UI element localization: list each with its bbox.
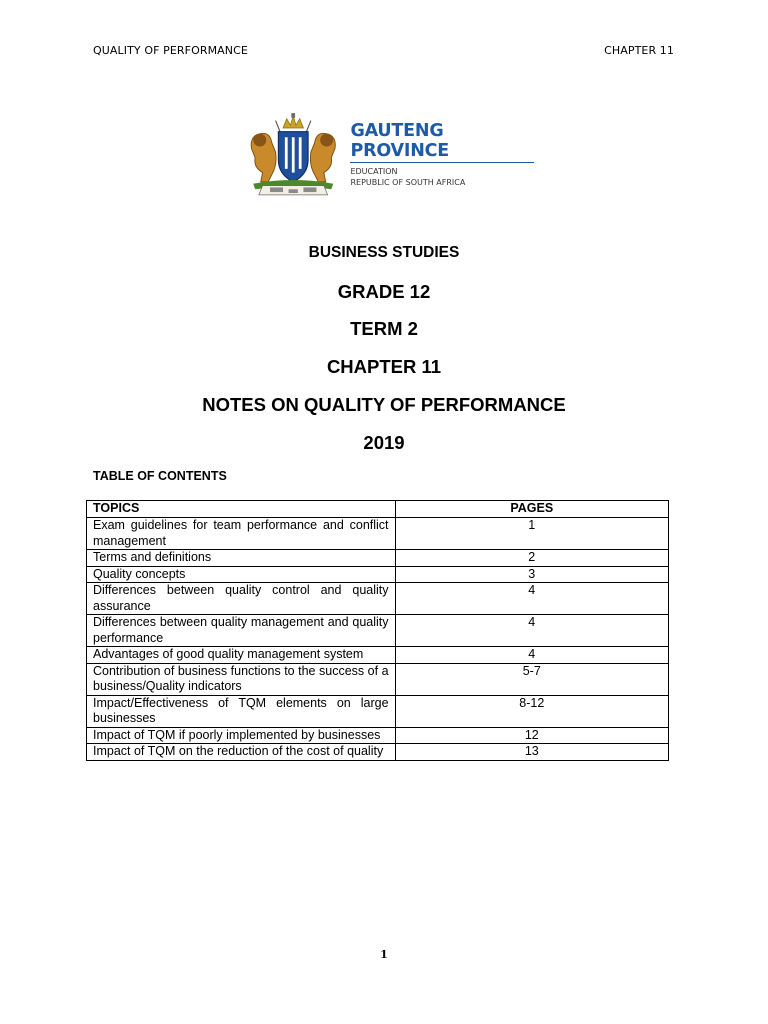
table-row — [87, 615, 669, 647]
table-row — [87, 744, 669, 761]
logo-subtitle-education: EDUCATION — [350, 166, 398, 176]
toc-topic: Impact of TQM on the reduction of the cost of quality — [87, 744, 396, 761]
toc-topic: Differences between quality control and quality assurance — [87, 583, 396, 615]
toc-pages: 2 — [395, 550, 668, 567]
toc-pages: 3 — [395, 566, 668, 583]
notes-title: NOTES ON QUALITY OF PERFORMANCE — [202, 394, 566, 415]
toc-topic: Quality concepts — [87, 566, 396, 583]
logo — [244, 104, 534, 204]
subject-title: BUSINESS STUDIES — [308, 244, 460, 261]
coat-of-arms-icon — [244, 108, 342, 200]
toc-pages: 4 — [395, 615, 668, 647]
toc-pages: 4 — [395, 647, 668, 664]
toc-heading: TABLE OF CONTENTS — [93, 469, 227, 483]
toc-header-row — [87, 501, 669, 518]
toc-topic: Exam guidelines for team performance and conflict management — [87, 518, 396, 550]
toc-topic: Impact/Effectiveness of TQM elements on large businesses — [87, 695, 396, 727]
table-row — [87, 550, 669, 567]
table-row — [87, 727, 669, 744]
toc-column-topics: TOPICS — [87, 501, 396, 518]
header-right: CHAPTER 11 — [604, 44, 674, 57]
toc-topic: Contribution of business functions to the success of a business/Quality indicators — [87, 663, 396, 695]
toc-pages: 8-12 — [395, 695, 668, 727]
header-left: QUALITY OF PERFORMANCE — [93, 44, 248, 57]
toc-topic: Advantages of good quality management system — [87, 647, 396, 664]
toc-topic: Terms and definitions — [87, 550, 396, 567]
toc-topic: Impact of TQM if poorly implemented by businesses — [87, 727, 396, 744]
toc-pages: 5-7 — [395, 663, 668, 695]
toc-pages: 13 — [395, 744, 668, 761]
toc-pages: 4 — [395, 583, 668, 615]
term-title: TERM 2 — [350, 318, 418, 339]
chapter-title: CHAPTER 11 — [326, 356, 442, 377]
table-row — [87, 663, 669, 695]
page-header — [93, 44, 674, 57]
logo-name: GAUTENG PROVINCE — [350, 121, 534, 163]
table-row — [87, 518, 669, 550]
year-title: 2019 — [363, 432, 405, 453]
toc-pages: 12 — [395, 727, 668, 744]
page-number: 1 — [380, 948, 388, 961]
table-row — [87, 647, 669, 664]
toc-pages: 1 — [395, 518, 668, 550]
logo-subtitle-country: REPUBLIC OF SOUTH AFRICA — [350, 177, 466, 187]
toc-topic: Differences between quality management and quality performance — [87, 615, 396, 647]
grade-title: GRADE 12 — [337, 281, 431, 302]
table-row — [87, 583, 669, 615]
toc-column-pages: PAGES — [395, 501, 668, 518]
toc-table — [86, 500, 669, 761]
table-row — [87, 566, 669, 583]
table-row — [87, 695, 669, 727]
logo-text — [350, 121, 534, 188]
